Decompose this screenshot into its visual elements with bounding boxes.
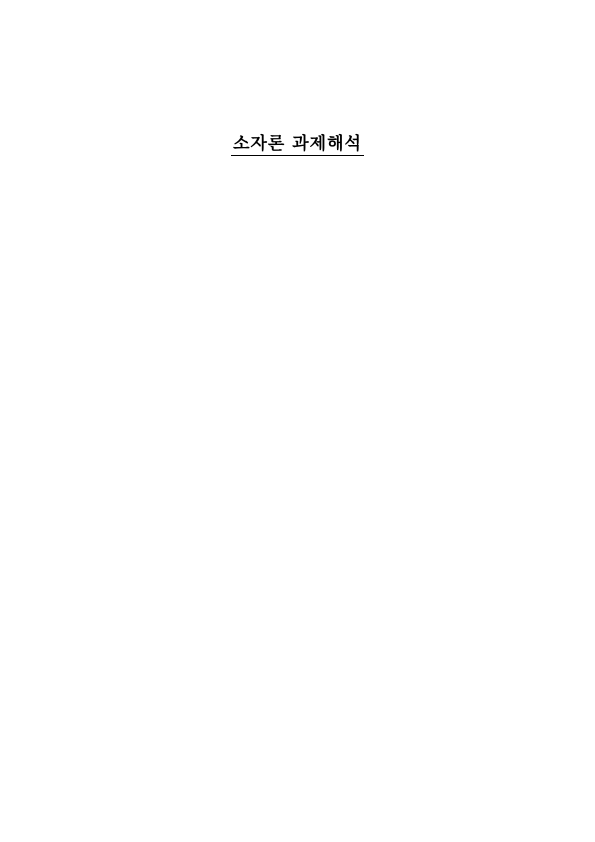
document-body	[84, 180, 511, 736]
list-item	[98, 704, 511, 720]
item-list	[84, 672, 511, 736]
paragraph-2	[84, 222, 511, 320]
trailing-line-1	[84, 636, 511, 650]
paragraph-4	[84, 368, 511, 410]
section-heading	[84, 180, 511, 194]
list-item	[98, 672, 511, 688]
paragraph-6	[84, 450, 511, 520]
list-item	[98, 720, 511, 736]
paragraph-9	[84, 616, 511, 630]
paragraph-7	[84, 526, 511, 568]
document-title	[0, 132, 595, 156]
list-item	[98, 688, 511, 704]
paragraph-5	[84, 416, 511, 444]
trailing-line-2	[84, 650, 511, 664]
paragraph-1	[84, 194, 511, 222]
paragraph-3	[84, 320, 511, 362]
paragraph-8	[84, 574, 511, 616]
document-title-text: 소자론 과제해석	[233, 134, 362, 154]
